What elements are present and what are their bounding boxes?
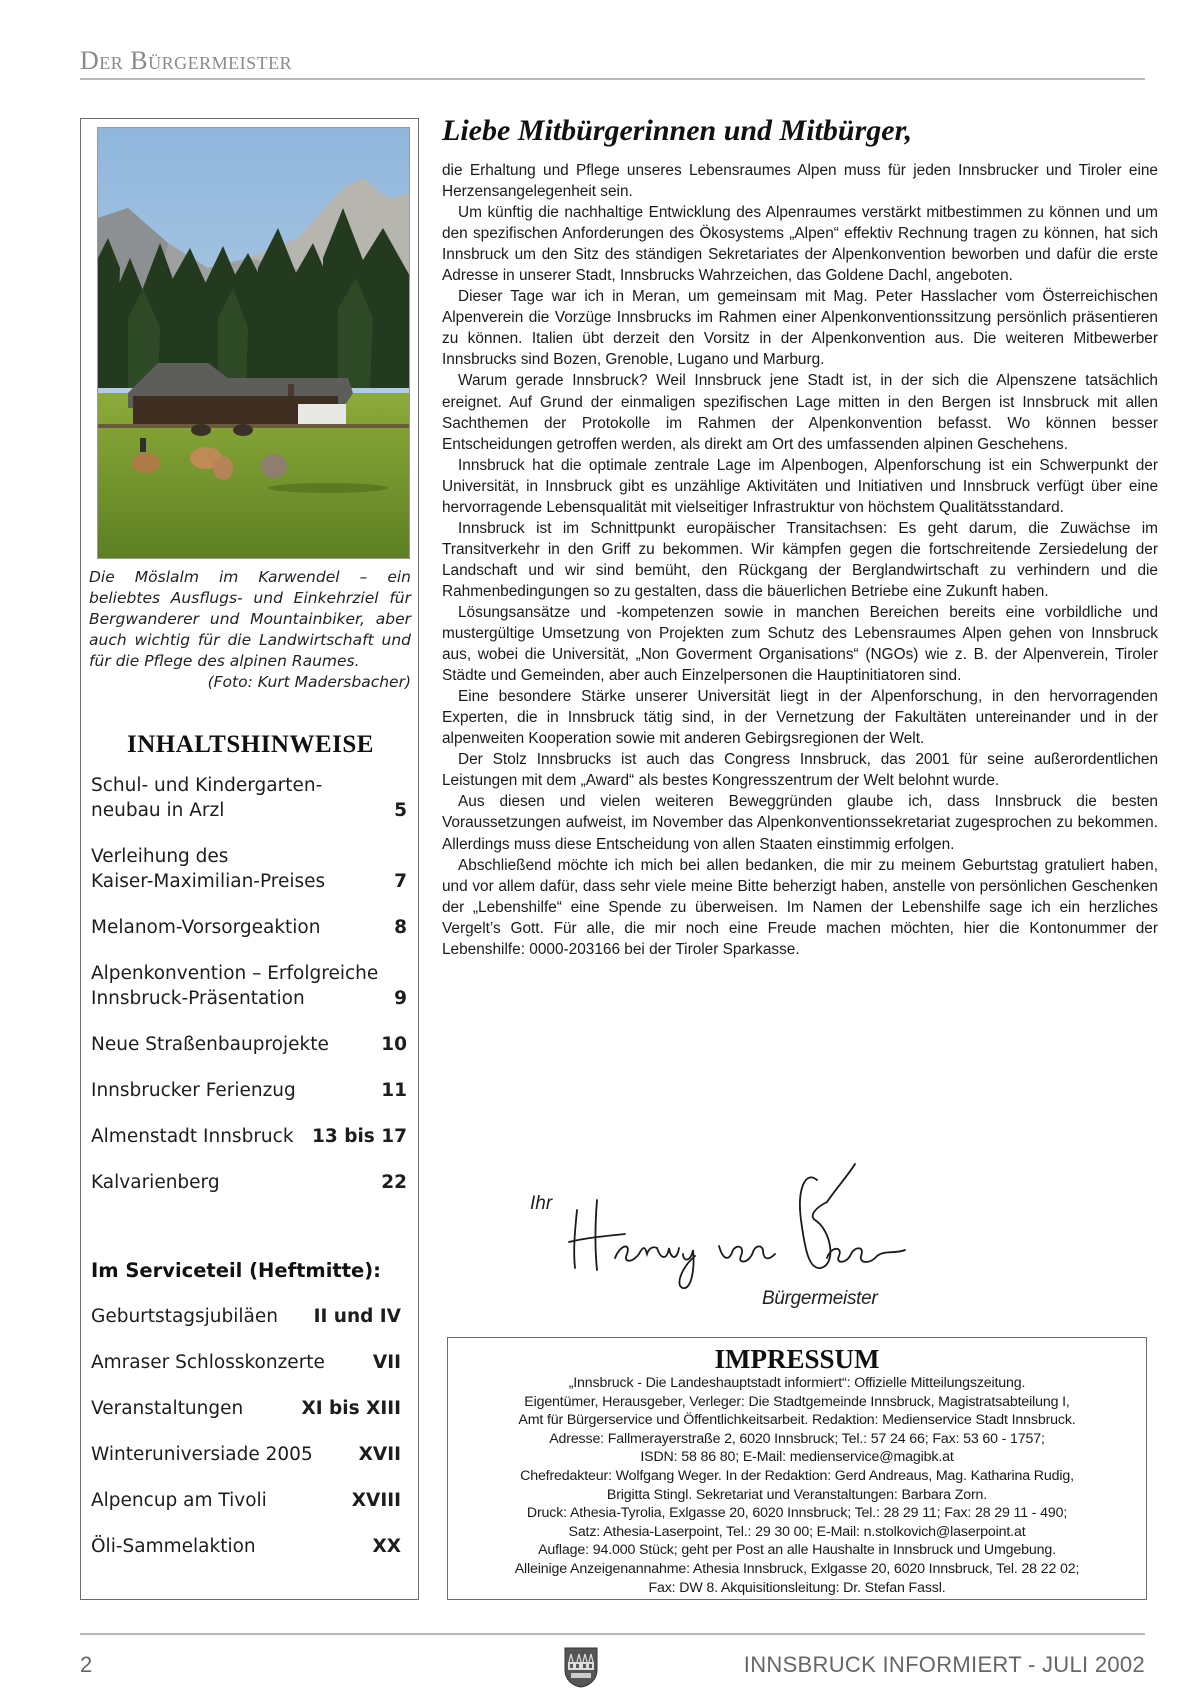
toc-entry-page: 9 xyxy=(394,988,407,1009)
impressum-line: Fax: DW 8. Akquisitionsleitung: Dr. Stefan Fassl. xyxy=(648,1579,946,1596)
service-entry-page: XVII xyxy=(358,1444,401,1465)
toc-entry[interactable] xyxy=(91,915,407,940)
table-of-contents xyxy=(91,769,407,1195)
service-entry-page: VII xyxy=(372,1352,401,1373)
toc-heading: INHALTSHINWEISE xyxy=(127,731,374,758)
impressum-line: Chefredakteur: Wolfgang Weger. In der Redaktion: Gerd Andreaus, Mag. Katharina Rudig, xyxy=(520,1467,1074,1484)
service-entry-page: II und IV xyxy=(313,1306,401,1327)
section-title: Der Bürgermeister xyxy=(80,46,293,75)
letter-paragraph: Innsbruck ist im Schnittpunkt europäischer Transitachsen: Es geht darum, die Zuwächse im Transitverkehr in den Griff zu bekommen. Wir kämpfen gegen die fortschreitende Zersiedelung der Landschaft und wir sind bemüht, den Rückgang der Berglandwirtschaft zu verhindern und die Rahmenbedingungen so zu gestalten, dass die bäuerlichen Betriebe eine Zukunft haben. xyxy=(442,519,1158,600)
service-entry-title: Amraser Schlosskonzerte xyxy=(91,1352,325,1373)
photo-caption xyxy=(89,567,411,693)
letter-paragraph: Lösungsansätze und -kompetenzen sowie in manchen Bereichen bereits eine vorbildliche und mustergültige Umsetzung von Projekten zum Schutz des Lebensraumes Alpen gehen von Innsbruck aus, wobei die Universität, „Non Goverment Organisations“ (NGOs) wie z. B. der Alpenverein, Tiroler Städte und Gemeinden, aber auch Einzelpersonen die Hauptinitiatoren sind. xyxy=(442,603,1158,685)
service-entry-page: XX xyxy=(372,1536,401,1557)
letter-paragraph: Der Stolz Innsbrucks ist auch das Congress Innsbruck, das 2001 für seine außerordentlichen Leistungen mit dem „Award“ als bestes Kongresszentrum der Welt belohnt wurde. xyxy=(442,751,1158,790)
impressum-text xyxy=(448,1374,1146,1597)
service-entry-title: Alpencup am Tivoli xyxy=(91,1490,267,1511)
photo-credit: (Foto: Kurt Madersbacher) xyxy=(207,673,411,691)
service-entry[interactable] xyxy=(91,1442,401,1467)
toc-entry-title: Kaiser-Maximilian-Preises xyxy=(91,871,326,892)
toc-entry-title: Alpenkonvention – Erfolgreiche xyxy=(91,963,379,984)
toc-entry[interactable] xyxy=(91,844,407,894)
impressum-title: IMPRESSUM xyxy=(714,1344,880,1374)
toc-entry-title: Almenstadt Innsbruck xyxy=(91,1126,294,1147)
impressum-line: Druck: Athesia-Tyrolia, Exlgasse 20, 6020 Innsbruck; Tel.: 28 29 11; Fax: 28 29 11 - 490; xyxy=(526,1505,1068,1522)
caption-text: Die Möslalm im Karwendel – ein beliebtes Ausflugs- und Einkehrziel für Bergwanderer und Mountainbiker, aber auch wichtig für die Landwirtschaft und für die Pflege des alpinen Raumes. xyxy=(89,568,411,670)
letter-paragraph: Eine besondere Stärke unserer Universität liegt in der Alpenforschung, in den hervorragenden Experten, die in Innsbruck tätig sind, in der Vernetzung der Fakultäten untereinander und in der alpenweiten Kooperation sowie mit anderen Gebirgsregionen der Welt. xyxy=(442,688,1158,748)
letter-paragraph: Um künftig die nachhaltige Entwicklung des Alpenraumes verstärkt mitbestimmen zu können und um den spezifischen Anforderungen des Ökosystems „Alpen“ effektiv Rechnung tragen zu können, hat sich Innsbruck um den Sitz des ständigen Sekretariates der Alpenkonvention beworben und dafür die erste Adresse in unserer Stadt, Innsbrucks Wahrzeichen, das Goldene Dachl, angeboten. xyxy=(442,204,1158,285)
toc-entry-title: Innsbruck-Präsentation xyxy=(91,988,305,1009)
toc-entry[interactable] xyxy=(91,1032,407,1057)
toc-entry-page: 22 xyxy=(381,1172,407,1193)
toc-entry-page: 7 xyxy=(394,871,407,892)
letter-paragraph: Dieser Tage war ich in Meran, um gemeinsam mit Mag. Peter Hasslacher vom Österreichischen Alpenverein die Vorzüge Innsbrucks im Rahmen einer Alpenkonventionssitzung persönlich präsentieren zu können. Italien übt derzeit den Vorsitz in der Alpenkonvention aus. Die weiteren Mitbewerber Innsbrucks sind Bozen, Grenoble, Lugano und Marburg. xyxy=(442,288,1158,369)
toc-entry[interactable] xyxy=(91,1170,407,1195)
service-entry-page: XVIII xyxy=(351,1490,401,1511)
letter-paragraph: Warum gerade Innsbruck? Weil Innsbruck jene Stadt ist, in der sich die Alpenszene tatsächlich ereignet. Auf Grund der einmaligen spezifischen Lage mitten in den Bergen ist Innsbruck mit allen Sachthemen der Protokolle im Rahmen der Alpenkonvention befasst. Wo können besser Entscheidungen getroffen werden, als direkt am Ort des umfassenden alpinen Geschehens. xyxy=(442,372,1158,453)
toc-entry-page: 13 bis 17 xyxy=(312,1126,407,1147)
toc-entry-title: Innsbrucker Ferienzug xyxy=(91,1080,296,1101)
toc-entry-page: 11 xyxy=(381,1080,407,1101)
toc-entry-title: neubau in Arzl xyxy=(91,800,225,821)
sidebar-box xyxy=(80,118,419,1600)
service-entry[interactable] xyxy=(91,1304,401,1329)
innsbruck-coat-of-arms-icon xyxy=(563,1642,599,1688)
service-entry-title: Veranstaltungen xyxy=(91,1398,244,1419)
impressum-line: Adresse: Fallmerayerstraße 2, 6020 Innsbruck; Tel.: 57 24 66; Fax: 53 60 - 1757; xyxy=(549,1430,1045,1447)
page-number: 2 xyxy=(80,1652,93,1677)
service-entry-page: XI bis XIII xyxy=(301,1398,401,1419)
publication-title: INNSBRUCK INFORMIERT - JULI 2002 xyxy=(743,1652,1145,1677)
impressum-line: Alleinige Anzeigenannahme: Athesia Innsbruck, Exlgasse 20, 6020 Innsbruck, Tel. 28 22 02; xyxy=(514,1560,1080,1577)
alpine-meadow-photo xyxy=(97,127,410,559)
service-entry-title: Öli-Sammelaktion xyxy=(91,1536,256,1557)
impressum-email-line[interactable]: Satz: Athesia-Laserpoint, Tel.: 29 30 00; E-Mail: n.stolkovich@laserpoint.at xyxy=(568,1523,1026,1540)
letter-greeting: Liebe Mitbürgerinnen und Mitbürger, xyxy=(442,114,913,147)
toc-entry-page: 5 xyxy=(394,800,407,821)
impressum-line: Brigitta Stingl. Sekretariat und Veranstaltungen: Barbara Zorn. xyxy=(606,1486,988,1503)
toc-entry-page: 10 xyxy=(381,1034,407,1055)
signer-title: Bürgermeister xyxy=(762,1288,878,1309)
impressum-line: „Innsbruck - Die Landeshauptstadt informiert“: Offizielle Mitteilungszeitung. xyxy=(568,1375,1026,1391)
toc-entry-page: 8 xyxy=(394,917,407,938)
impressum-line: Eigentümer, Herausgeber, Verleger: Die Stadtgemeinde Innsbruck, Magistratsabteilung I, xyxy=(524,1393,1070,1410)
header-divider xyxy=(80,78,1145,80)
toc-entry-title: Verleihung des xyxy=(91,846,229,867)
letter-paragraph: Innsbruck hat die optimale zentrale Lage im Alpenbogen, Alpenforschung ist ein Schwerpunkt der Universität, in Innsbruck gibt es unzählige Aktivitäten und Initiativen und Innsbruck verfügt über eine hervorragende Lebensqualität mit vielseitiger Infrastruktur von höchstem Qualitätsstandard. xyxy=(442,456,1158,516)
footer-divider xyxy=(80,1633,1145,1635)
letter-paragraph: Abschließend möchte ich mich bei allen bedanken, die mir zu meinem Geburtstag gratuliert haben, und vor allem dafür, dass sehr viele meine Bitte beherzigt haben, anstelle von persönlichen Geschenken der „Lebenshilfe“ eine Spende zu überweisen. Im Namen der Lebenshilfe sage ich ein herzliches Vergelt’s Gott. Für alle, die mir noch eine Freude machen möchten, hier die Kontonummer der Lebenshilfe: 0000-203166 bei der Tiroler Sparkasse. xyxy=(442,856,1158,958)
service-entry-title: Geburtstagsjubiläen xyxy=(91,1306,278,1327)
toc-entry-title: Schul- und Kindergarten- xyxy=(91,775,323,796)
service-heading: Im Serviceteil (Heftmitte): xyxy=(91,1259,381,1282)
toc-entry[interactable] xyxy=(91,961,407,1011)
signature-image xyxy=(565,1150,985,1290)
letter-closing: Ihr xyxy=(530,1193,553,1214)
letter-paragraph: Aus diesen und vielen weiteren Beweggründen glaube ich, dass Innsbruck die besten Voraussetzungen aufweist, im November das Alpenkonventionssekretariat zugesprochen zu bekommen. Allerdings muss diese Entscheidung von allen Staaten einstimmig erfolgen. xyxy=(442,793,1158,853)
service-entry[interactable] xyxy=(91,1488,401,1513)
service-entry[interactable] xyxy=(91,1396,401,1421)
service-contents xyxy=(91,1304,401,1559)
impressum-email-line[interactable]: ISDN: 58 86 80; E-Mail: medienservice@magibk.at xyxy=(640,1449,954,1466)
toc-entry-title: Kalvarienberg xyxy=(91,1172,220,1193)
service-entry[interactable] xyxy=(91,1350,401,1375)
toc-entry[interactable] xyxy=(91,1124,407,1149)
impressum-line: Auflage: 94.000 Stück; geht per Post an alle Haushalte in Innsbruck und Umgebung. xyxy=(538,1542,1056,1559)
impressum-line: Amt für Bürgerservice und Öffentlichkeitsarbeit. Redaktion: Medienservice Stadt Innsbruck. xyxy=(518,1412,1076,1429)
toc-entry[interactable] xyxy=(91,1078,407,1103)
toc-entry-title: Melanom-Vorsorgeaktion xyxy=(91,917,321,938)
toc-entry[interactable] xyxy=(91,773,407,823)
letter-body xyxy=(442,160,1158,960)
impressum-box xyxy=(447,1337,1147,1600)
service-entry[interactable] xyxy=(91,1534,401,1559)
toc-entry-title: Neue Straßenbauprojekte xyxy=(91,1034,329,1055)
service-entry-title: Winteruniversiade 2005 xyxy=(91,1444,313,1465)
letter-paragraph: die Erhaltung und Pflege unseres Lebensraumes Alpen muss für jeden Innsbrucker und Tiroler eine Herzensangelegenheit sein. xyxy=(442,162,1158,201)
